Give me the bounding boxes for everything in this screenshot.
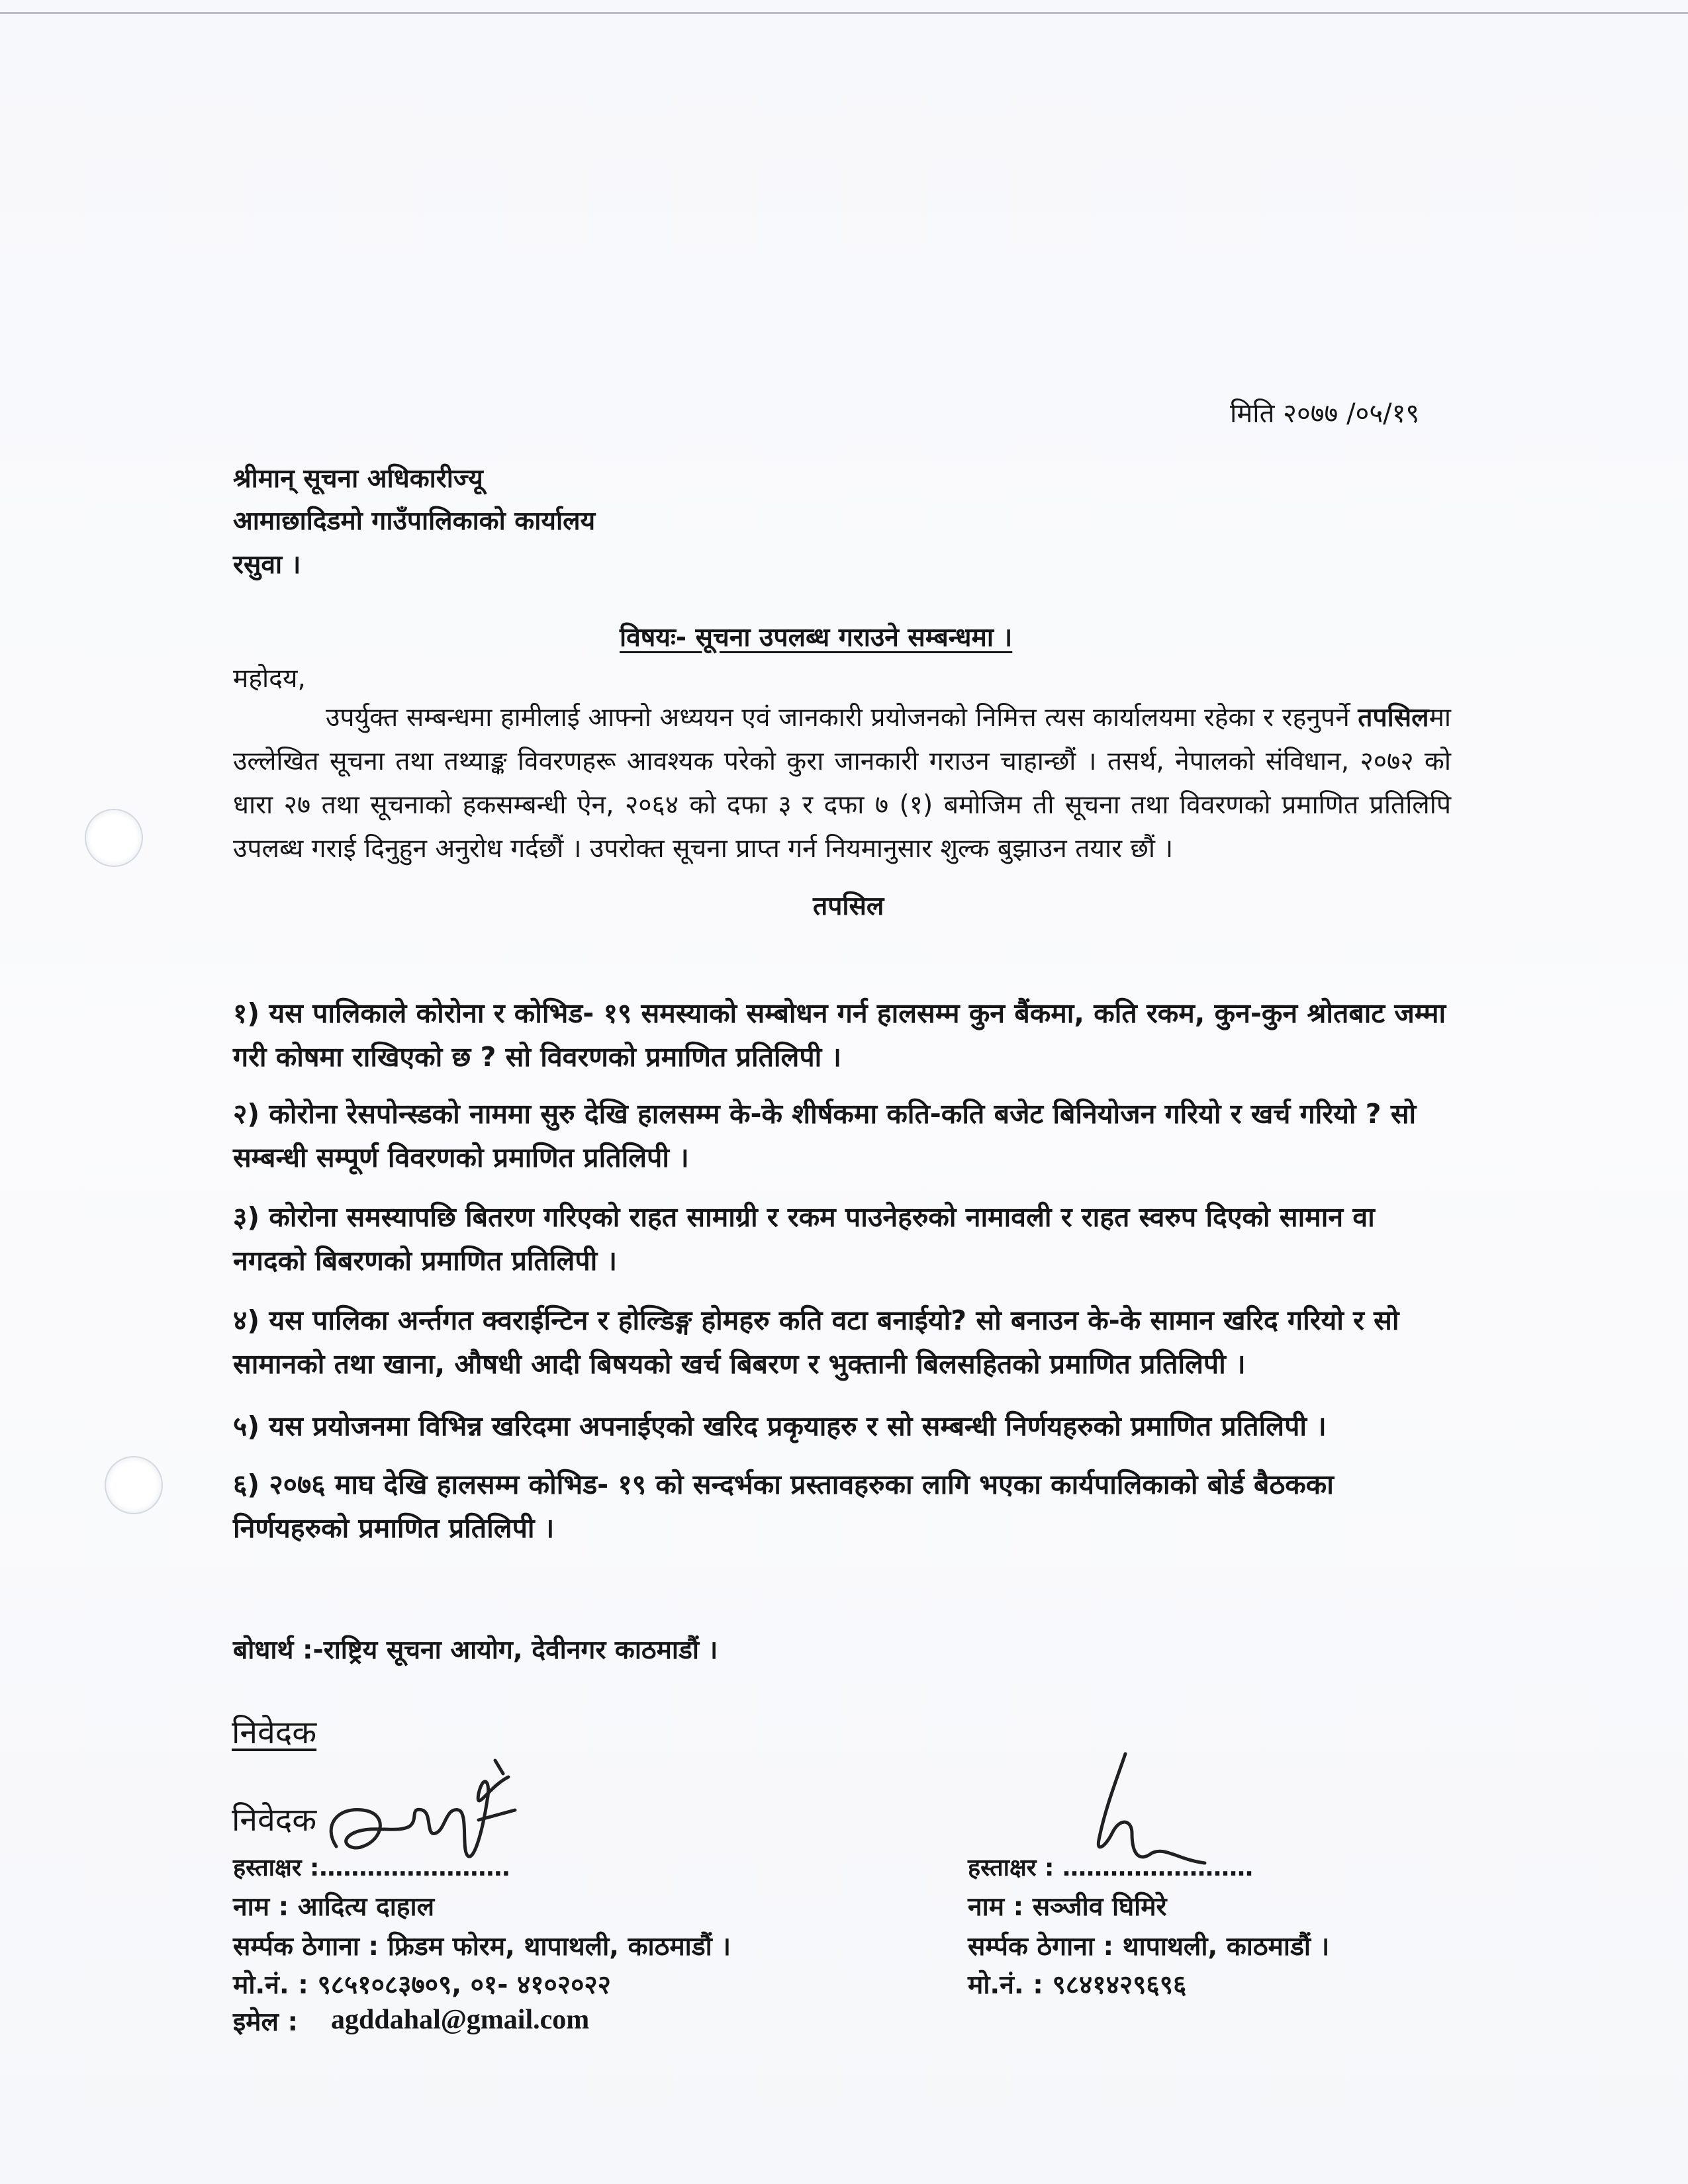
body-tapasil-bold: तपसिल (1358, 703, 1429, 733)
applicant-right-phone: मो.नं. : ९८४१४२९६९६ (968, 1970, 1187, 2000)
cc-line: बोधार्थ :-राष्ट्रिय सूचना आयोग, देवीनगर काठमाडौं । (233, 1635, 718, 1665)
applicant-left-phone: मो.नं. : ९८५१०८३७०९, ०१- ४१०२०२२ (233, 1970, 611, 2000)
applicant-left-heading: निवेदक (232, 1801, 317, 1839)
tapasil-item-5: ५) यस प्रयोजनमा विभिन्न खरिदमा अपनाईएको खरिद प्रकृयाहरु र सो सम्बन्धी निर्णयहरुको प्रमाणित प्रतिलिपी । (233, 1410, 1327, 1442)
tapasil-item-3: ३) कोरोना समस्यापछि बितरण गरिएको राहत सामाग्री र रकम पाउनेहरुको नामावली र राहत स्वरुप दिएको सामान वा नगदको बिबरणको प्रमाणित प्रतिलिपी । (233, 1201, 1375, 1277)
applicant-heading: निवेदक (232, 1714, 317, 1751)
punch-hole (105, 1456, 163, 1514)
applicant-left-email: agddahal@gmail.com (331, 2005, 590, 2035)
recipient-line-3: रसुवा । (233, 550, 301, 580)
subject-line: विषयः- सूचना उपलब्ध गराउने सम्बन्धमा । (620, 623, 1013, 653)
applicant-left-email-label: इमेल : (233, 2007, 299, 2037)
salutation: महोदय, (233, 664, 306, 694)
scan-edge-line (0, 12, 1688, 14)
tapasil-item-4: ४) यस पालिका अर्न्तगत क्वराईन्टिन र होल्डिङ्ग होमहरु कति वटा बनाईयो? सो बनाउन के-के सामान खरिद गरियो र सो सामानको तथा खाना, औषधी आदी बिषयको खर्च बिबरण र भुक्तानी बिलसहितको प्रमाणित प्रतिलिपी । (233, 1304, 1399, 1380)
applicant-right-address: सर्म्पक ठेगाना : थापाथली, काठमाडौं । (968, 1932, 1330, 1962)
tapasil-heading: तपसिल (813, 891, 884, 921)
punch-hole (85, 809, 143, 867)
letter-date: मिति २०७७ /०५/१९ (1230, 398, 1420, 429)
signature-label-left: हस्ताक्षर :…………………… (233, 1854, 510, 1882)
recipient-line-2: आमाछादिडमो गाउँपालिकाको कार्यालय (233, 506, 596, 536)
body-text-1: उपर्युक्त सम्बन्धमा हामीलाई आफ्नो अध्ययन एवं जानकारी प्रयोजनको निमित्त त्यस कार्यालयमा रहेका र रहनुपर्ने (326, 703, 1358, 733)
applicant-right-name: नाम : सञ्जीव घिमिरे (968, 1892, 1167, 1922)
tapasil-item-1: १) यस पालिकाले कोरोना र कोभिड- १९ समस्याको सम्बोधन गर्न हालसम्म कुन बैंकमा, कति रकम, कुन-कुन श्रोतबाट जम्मा गरी कोषमा राखिएको छ ? सो विवरणको प्रमाणित प्रतिलिपी । (233, 997, 1446, 1073)
applicant-left-name: नाम : आदित्य दाहाल (233, 1892, 435, 1922)
applicant-left-address: सर्म्पक ठेगाना : फ्रिडम फोरम, थापाथली, काठमाडौं । (233, 1932, 731, 1962)
body-text-2: मा उल्लेखित सूचना तथा तथ्याङ्क विवरणहरू आवश्यक परेको कुरा जानकारी गराउन चाहान्छौं । तसर्थ, नेपालको संविधान, २०७२ को धारा २७ तथा सूचनाको हकसम्बन्धी ऐन, २०६४ को दफा ३ र दफा ७ (१) बमोजिम ती सूचना तथा विवरणको प्रमाणित प्रतिलिपि उपलब्ध गराई दिनुहुन अनुरोध गर्दछौं । उपरोक्त सूचना प्राप्त गर्न नियमानुसार शुल्क बुझाउन तयार छौं । (233, 703, 1451, 864)
signature-label-right: हस्ताक्षर : …………………… (968, 1854, 1253, 1882)
tapasil-item-2: २) कोरोना रेसपोन्स्डको नाममा सुरु देखि हालसम्म के-के शीर्षकमा कति-कति बजेट बिनियोजन गरियो र खर्च गरियो ? सो सम्बन्धी सम्पूर्ण विवरणको प्रमाणित प्रतिलिपी । (233, 1098, 1417, 1173)
recipient-line-1: श्रीमान् सूचना अधिकारीज्यू (233, 464, 483, 494)
body-paragraph (233, 696, 1451, 871)
tapasil-item-6: ६) २०७६ माघ देखि हालसम्म कोभिड- १९ को सन्दर्भका प्रस्तावहरुका लागि भएका कार्यपालिकाको बोर्ड बैठकका निर्णयहरुको प्रमाणित प्रतिलिपी । (233, 1469, 1334, 1544)
